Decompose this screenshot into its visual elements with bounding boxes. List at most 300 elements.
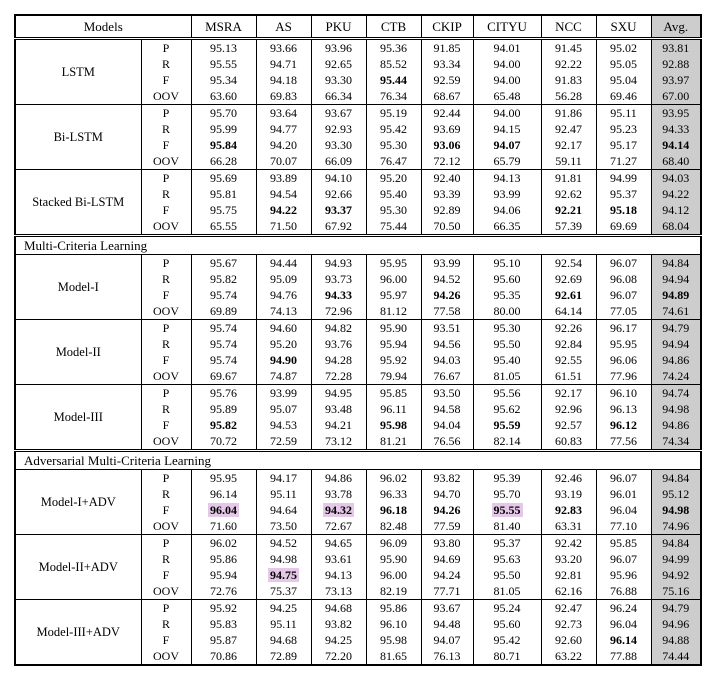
value-cell: 96.14 xyxy=(596,632,651,648)
value-cell: 95.50 xyxy=(473,336,541,352)
value-cell: 69.46 xyxy=(596,88,651,105)
header-row xyxy=(15,15,701,39)
avg-value-cell: 94.98 xyxy=(651,401,701,417)
value-cell: 92.61 xyxy=(541,287,596,303)
value-cell: 94.64 xyxy=(256,502,311,518)
metric-label: P xyxy=(141,320,191,337)
value-cell: 76.47 xyxy=(366,153,421,170)
value-cell: 95.75 xyxy=(191,202,256,218)
value-cell: 95.82 xyxy=(191,417,256,433)
value-cell: 95.23 xyxy=(596,121,651,137)
value-cell: 95.74 xyxy=(191,352,256,368)
value-cell xyxy=(191,502,256,518)
model-name: Model-III+ADV xyxy=(15,600,141,666)
metric-label: OOV xyxy=(141,583,191,600)
value-cell: 95.37 xyxy=(473,535,541,552)
value-cell: 95.97 xyxy=(366,287,421,303)
value-cell: 96.11 xyxy=(366,401,421,417)
table-body xyxy=(15,39,701,666)
value-cell: 94.56 xyxy=(421,336,473,352)
col-header-sxu: SXU xyxy=(596,15,651,39)
value-cell: 77.96 xyxy=(596,368,651,385)
col-header-as: AS xyxy=(256,15,311,39)
value-cell: 93.20 xyxy=(541,551,596,567)
metric-label: F xyxy=(141,72,191,88)
value-cell: 92.47 xyxy=(541,121,596,137)
metric-label: OOV xyxy=(141,648,191,665)
value-cell: 93.48 xyxy=(311,401,366,417)
value-cell: 95.70 xyxy=(473,486,541,502)
col-header-ckip: CKIP xyxy=(421,15,473,39)
value-cell: 94.99 xyxy=(596,170,651,187)
value-cell: 96.13 xyxy=(596,401,651,417)
value-cell: 96.24 xyxy=(596,600,651,617)
value-cell: 95.11 xyxy=(256,616,311,632)
value-cell: 94.98 xyxy=(256,551,311,567)
value-cell: 94.22 xyxy=(256,202,311,218)
value-cell: 94.82 xyxy=(311,320,366,337)
value-cell: 95.07 xyxy=(256,401,311,417)
value-cell: 94.20 xyxy=(256,137,311,153)
value-cell: 92.60 xyxy=(541,632,596,648)
avg-value-cell: 75.16 xyxy=(651,583,701,600)
avg-value-cell: 94.99 xyxy=(651,551,701,567)
section-header-row xyxy=(15,236,701,255)
table-row xyxy=(15,170,701,187)
value-cell: 82.48 xyxy=(366,518,421,535)
value-cell: 94.44 xyxy=(256,255,311,272)
model-name: Stacked Bi-LSTM xyxy=(15,170,141,236)
model-name: Model-I xyxy=(15,255,141,320)
value-cell: 95.94 xyxy=(366,336,421,352)
value-cell: 72.76 xyxy=(191,583,256,600)
table-row xyxy=(15,385,701,402)
value-cell: 94.68 xyxy=(256,632,311,648)
value-cell: 95.89 xyxy=(191,401,256,417)
highlighted-value: 95.55 xyxy=(493,503,521,517)
value-cell: 56.28 xyxy=(541,88,596,105)
metric-label: P xyxy=(141,39,191,57)
avg-value-cell: 94.12 xyxy=(651,202,701,218)
value-cell: 94.90 xyxy=(256,352,311,368)
value-cell: 93.19 xyxy=(541,486,596,502)
value-cell: 95.30 xyxy=(473,320,541,337)
value-cell: 92.84 xyxy=(541,336,596,352)
value-cell: 95.92 xyxy=(191,600,256,617)
metric-label: OOV xyxy=(141,433,191,451)
table-row xyxy=(15,255,701,272)
avg-value-cell: 94.84 xyxy=(651,255,701,272)
value-cell: 95.10 xyxy=(473,255,541,272)
value-cell: 95.44 xyxy=(366,72,421,88)
value-cell: 92.44 xyxy=(421,105,473,122)
value-cell: 94.25 xyxy=(311,632,366,648)
value-cell: 62.16 xyxy=(541,583,596,600)
value-cell: 95.63 xyxy=(473,551,541,567)
metric-label: P xyxy=(141,255,191,272)
value-cell: 92.65 xyxy=(311,56,366,72)
value-cell: 95.20 xyxy=(366,170,421,187)
value-cell: 68.67 xyxy=(421,88,473,105)
value-cell: 69.67 xyxy=(191,368,256,385)
value-cell: 96.07 xyxy=(596,255,651,272)
metric-label: F xyxy=(141,417,191,433)
value-cell: 93.39 xyxy=(421,186,473,202)
value-cell: 95.81 xyxy=(191,186,256,202)
value-cell: 69.83 xyxy=(256,88,311,105)
metric-label: F xyxy=(141,352,191,368)
value-cell: 93.78 xyxy=(311,486,366,502)
value-cell: 92.59 xyxy=(421,72,473,88)
value-cell: 93.61 xyxy=(311,551,366,567)
value-cell: 63.31 xyxy=(541,518,596,535)
table-row xyxy=(15,105,701,122)
table-row xyxy=(15,535,701,552)
value-cell: 92.46 xyxy=(541,470,596,487)
col-header-pku: PKU xyxy=(311,15,366,39)
value-cell: 82.14 xyxy=(473,433,541,451)
avg-value-cell: 94.84 xyxy=(651,535,701,552)
model-name: Bi-LSTM xyxy=(15,105,141,170)
value-cell: 96.08 xyxy=(596,271,651,287)
avg-value-cell: 93.95 xyxy=(651,105,701,122)
value-cell: 95.92 xyxy=(366,352,421,368)
value-cell: 95.04 xyxy=(596,72,651,88)
avg-value-cell: 94.22 xyxy=(651,186,701,202)
value-cell: 67.92 xyxy=(311,218,366,236)
value-cell: 81.12 xyxy=(366,303,421,320)
avg-value-cell: 67.00 xyxy=(651,88,701,105)
value-cell: 65.48 xyxy=(473,88,541,105)
value-cell: 92.55 xyxy=(541,352,596,368)
metric-label: R xyxy=(141,56,191,72)
value-cell: 95.11 xyxy=(596,105,651,122)
value-cell: 95.85 xyxy=(366,385,421,402)
value-cell: 95.87 xyxy=(191,632,256,648)
value-cell: 95.50 xyxy=(473,567,541,583)
value-cell: 82.19 xyxy=(366,583,421,600)
avg-value-cell: 93.81 xyxy=(651,39,701,57)
value-cell: 71.60 xyxy=(191,518,256,535)
value-cell: 73.12 xyxy=(311,433,366,451)
value-cell: 96.01 xyxy=(596,486,651,502)
value-cell: 94.13 xyxy=(311,567,366,583)
metric-label: OOV xyxy=(141,518,191,535)
value-cell: 95.17 xyxy=(596,137,651,153)
value-cell: 95.34 xyxy=(191,72,256,88)
value-cell: 93.96 xyxy=(311,39,366,57)
value-cell: 95.30 xyxy=(366,202,421,218)
value-cell: 69.69 xyxy=(596,218,651,236)
value-cell: 93.66 xyxy=(256,39,311,57)
value-cell: 76.34 xyxy=(366,88,421,105)
value-cell: 94.18 xyxy=(256,72,311,88)
value-cell: 94.26 xyxy=(421,502,473,518)
value-cell: 93.64 xyxy=(256,105,311,122)
value-cell: 85.52 xyxy=(366,56,421,72)
value-cell: 95.95 xyxy=(596,336,651,352)
value-cell: 92.17 xyxy=(541,137,596,153)
value-cell: 94.95 xyxy=(311,385,366,402)
avg-value-cell: 94.92 xyxy=(651,567,701,583)
value-cell: 73.13 xyxy=(311,583,366,600)
value-cell: 92.22 xyxy=(541,56,596,72)
value-cell: 94.58 xyxy=(421,401,473,417)
value-cell: 96.18 xyxy=(366,502,421,518)
value-cell: 93.30 xyxy=(311,137,366,153)
value-cell: 66.09 xyxy=(311,153,366,170)
value-cell: 95.74 xyxy=(191,336,256,352)
value-cell: 96.06 xyxy=(596,352,651,368)
value-cell: 94.13 xyxy=(473,170,541,187)
value-cell: 77.59 xyxy=(421,518,473,535)
value-cell: 95.13 xyxy=(191,39,256,57)
value-cell: 72.20 xyxy=(311,648,366,665)
metric-label: R xyxy=(141,401,191,417)
value-cell: 63.60 xyxy=(191,88,256,105)
value-cell: 94.69 xyxy=(421,551,473,567)
value-cell: 96.07 xyxy=(596,287,651,303)
value-cell: 95.84 xyxy=(191,137,256,153)
value-cell: 94.52 xyxy=(421,271,473,287)
metric-label: R xyxy=(141,271,191,287)
value-cell: 94.77 xyxy=(256,121,311,137)
value-cell: 94.00 xyxy=(473,56,541,72)
value-cell: 95.95 xyxy=(366,255,421,272)
value-cell: 92.47 xyxy=(541,600,596,617)
value-cell: 95.40 xyxy=(473,352,541,368)
value-cell: 60.83 xyxy=(541,433,596,451)
table-head xyxy=(15,15,701,39)
value-cell: 65.55 xyxy=(191,218,256,236)
value-cell xyxy=(473,502,541,518)
value-cell: 81.21 xyxy=(366,433,421,451)
value-cell: 93.67 xyxy=(311,105,366,122)
value-cell: 72.89 xyxy=(256,648,311,665)
value-cell: 95.96 xyxy=(596,567,651,583)
highlighted-value: 94.75 xyxy=(270,568,297,582)
value-cell: 96.07 xyxy=(596,551,651,567)
value-cell: 95.59 xyxy=(473,417,541,433)
model-name: Model-I+ADV xyxy=(15,470,141,535)
metric-label: F xyxy=(141,567,191,583)
value-cell: 92.66 xyxy=(311,186,366,202)
value-cell: 95.42 xyxy=(473,632,541,648)
value-cell: 77.71 xyxy=(421,583,473,600)
value-cell: 96.12 xyxy=(596,417,651,433)
value-cell: 65.79 xyxy=(473,153,541,170)
avg-value-cell: 94.88 xyxy=(651,632,701,648)
value-cell: 94.26 xyxy=(421,287,473,303)
col-header-msra: MSRA xyxy=(191,15,256,39)
value-cell: 95.69 xyxy=(191,170,256,187)
value-cell: 94.76 xyxy=(256,287,311,303)
metric-label: P xyxy=(141,170,191,187)
value-cell: 95.35 xyxy=(473,287,541,303)
value-cell: 94.25 xyxy=(256,600,311,617)
avg-value-cell: 94.89 xyxy=(651,287,701,303)
value-cell: 92.69 xyxy=(541,271,596,287)
value-cell: 76.88 xyxy=(596,583,651,600)
metric-label: R xyxy=(141,336,191,352)
value-cell: 93.06 xyxy=(421,137,473,153)
value-cell: 91.86 xyxy=(541,105,596,122)
value-cell: 95.62 xyxy=(473,401,541,417)
avg-value-cell: 94.94 xyxy=(651,271,701,287)
value-cell: 75.44 xyxy=(366,218,421,236)
avg-value-cell: 94.74 xyxy=(651,385,701,402)
value-cell: 92.54 xyxy=(541,255,596,272)
metric-label: P xyxy=(141,470,191,487)
metric-label: R xyxy=(141,186,191,202)
avg-value-cell: 74.96 xyxy=(651,518,701,535)
avg-value-cell: 94.33 xyxy=(651,121,701,137)
metric-label: P xyxy=(141,385,191,402)
col-header-ctb: CTB xyxy=(366,15,421,39)
value-cell: 92.40 xyxy=(421,170,473,187)
avg-value-cell: 95.12 xyxy=(651,486,701,502)
value-cell: 95.11 xyxy=(256,486,311,502)
value-cell: 93.99 xyxy=(256,385,311,402)
value-cell: 95.99 xyxy=(191,121,256,137)
avg-value-cell: 94.96 xyxy=(651,616,701,632)
value-cell: 96.00 xyxy=(366,567,421,583)
value-cell: 95.39 xyxy=(473,470,541,487)
value-cell: 95.09 xyxy=(256,271,311,287)
metric-label: P xyxy=(141,600,191,617)
value-cell: 94.00 xyxy=(473,105,541,122)
avg-value-cell: 74.44 xyxy=(651,648,701,665)
value-cell: 93.99 xyxy=(473,186,541,202)
model-name: Model-III xyxy=(15,385,141,451)
avg-value-cell: 94.84 xyxy=(651,470,701,487)
value-cell: 92.62 xyxy=(541,186,596,202)
value-cell: 93.89 xyxy=(256,170,311,187)
value-cell: 95.74 xyxy=(191,287,256,303)
value-cell: 96.04 xyxy=(596,616,651,632)
value-cell: 95.05 xyxy=(596,56,651,72)
value-cell: 96.14 xyxy=(191,486,256,502)
value-cell: 95.98 xyxy=(366,417,421,433)
value-cell: 94.52 xyxy=(256,535,311,552)
value-cell: 96.04 xyxy=(596,502,651,518)
avg-value-cell: 74.24 xyxy=(651,368,701,385)
avg-value-cell: 94.94 xyxy=(651,336,701,352)
value-cell: 95.95 xyxy=(191,470,256,487)
value-cell: 63.22 xyxy=(541,648,596,665)
value-cell: 92.83 xyxy=(541,502,596,518)
value-cell: 93.50 xyxy=(421,385,473,402)
metric-label: OOV xyxy=(141,153,191,170)
value-cell: 95.40 xyxy=(366,186,421,202)
value-cell: 94.07 xyxy=(473,137,541,153)
value-cell: 95.83 xyxy=(191,616,256,632)
value-cell: 71.50 xyxy=(256,218,311,236)
value-cell: 72.67 xyxy=(311,518,366,535)
table-row xyxy=(15,470,701,487)
avg-value-cell: 94.79 xyxy=(651,320,701,337)
value-cell: 94.71 xyxy=(256,56,311,72)
value-cell: 66.35 xyxy=(473,218,541,236)
avg-value-cell: 74.34 xyxy=(651,433,701,451)
value-cell: 72.59 xyxy=(256,433,311,451)
value-cell: 95.86 xyxy=(366,600,421,617)
value-cell: 94.33 xyxy=(311,287,366,303)
value-cell: 95.67 xyxy=(191,255,256,272)
value-cell: 96.02 xyxy=(366,470,421,487)
table-row xyxy=(15,600,701,617)
value-cell: 94.06 xyxy=(473,202,541,218)
value-cell: 96.02 xyxy=(191,535,256,552)
value-cell: 70.86 xyxy=(191,648,256,665)
value-cell: 94.24 xyxy=(421,567,473,583)
metric-label: OOV xyxy=(141,88,191,105)
metric-label: F xyxy=(141,202,191,218)
value-cell: 64.14 xyxy=(541,303,596,320)
value-cell: 69.89 xyxy=(191,303,256,320)
value-cell: 94.01 xyxy=(473,39,541,57)
value-cell: 72.96 xyxy=(311,303,366,320)
col-header-ncc: NCC xyxy=(541,15,596,39)
value-cell: 96.07 xyxy=(596,470,651,487)
value-cell: 96.17 xyxy=(596,320,651,337)
value-cell: 80.71 xyxy=(473,648,541,665)
metric-label: P xyxy=(141,105,191,122)
value-cell: 92.73 xyxy=(541,616,596,632)
value-cell: 94.53 xyxy=(256,417,311,433)
value-cell: 71.27 xyxy=(596,153,651,170)
value-cell: 95.98 xyxy=(366,632,421,648)
value-cell: 76.13 xyxy=(421,648,473,665)
value-cell: 95.85 xyxy=(596,535,651,552)
value-cell: 91.85 xyxy=(421,39,473,57)
metric-label: F xyxy=(141,137,191,153)
metric-label: R xyxy=(141,616,191,632)
avg-value-cell: 74.61 xyxy=(651,303,701,320)
value-cell: 93.73 xyxy=(311,271,366,287)
value-cell: 93.37 xyxy=(311,202,366,218)
metric-label: F xyxy=(141,287,191,303)
value-cell: 95.30 xyxy=(366,137,421,153)
value-cell: 94.86 xyxy=(311,470,366,487)
model-name: Model-II xyxy=(15,320,141,385)
value-cell: 91.45 xyxy=(541,39,596,57)
model-name: LSTM xyxy=(15,39,141,105)
avg-value-cell: 94.86 xyxy=(651,417,701,433)
value-cell: 92.26 xyxy=(541,320,596,337)
metric-label: P xyxy=(141,535,191,552)
value-cell: 74.87 xyxy=(256,368,311,385)
value-cell: 95.55 xyxy=(191,56,256,72)
avg-value-cell: 94.98 xyxy=(651,502,701,518)
value-cell: 93.69 xyxy=(421,121,473,137)
metric-label: F xyxy=(141,632,191,648)
col-header-avg: Avg. xyxy=(651,15,701,39)
value-cell: 94.04 xyxy=(421,417,473,433)
value-cell: 94.60 xyxy=(256,320,311,337)
value-cell: 93.51 xyxy=(421,320,473,337)
section-title: Adversarial Multi-Criteria Learning xyxy=(15,451,701,470)
value-cell: 77.88 xyxy=(596,648,651,665)
value-cell: 94.28 xyxy=(311,352,366,368)
value-cell: 95.36 xyxy=(366,39,421,57)
value-cell: 94.48 xyxy=(421,616,473,632)
value-cell: 92.96 xyxy=(541,401,596,417)
value-cell: 96.09 xyxy=(366,535,421,552)
value-cell: 95.74 xyxy=(191,320,256,337)
value-cell: 95.02 xyxy=(596,39,651,57)
value-cell: 77.05 xyxy=(596,303,651,320)
